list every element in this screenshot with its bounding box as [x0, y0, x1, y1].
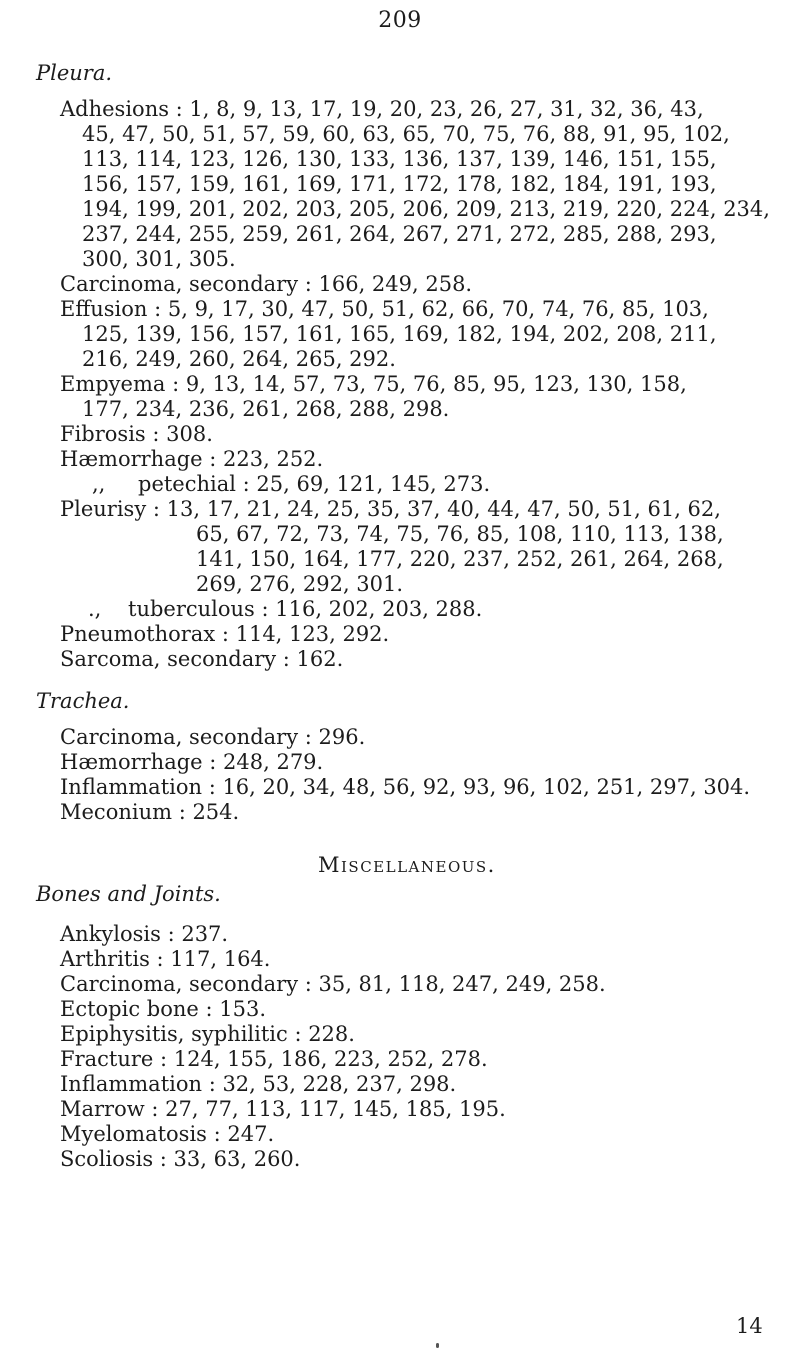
entry-adhesions-line-2: 45, 47, 50, 51, 57, 59, 60, 63, 65, 70, 75, 76, 88, 91, 95, 102,	[82, 122, 730, 146]
entry-pleurisy-line-3: 141, 150, 164, 177, 220, 237, 252, 261, 264, 268,	[196, 547, 724, 571]
entry-adhesions-line-1: Adhesions : 1, 8, 9, 13, 17, 19, 20, 23, 26, 27, 31, 32, 36, 43,	[60, 97, 704, 121]
entry-bones-carcinoma: Carcinoma, secondary : 35, 81, 118, 247, 249, 258.	[60, 972, 606, 996]
entry-petechial: petechial : 25, 69, 121, 145, 273.	[138, 472, 491, 496]
entry-fibrosis: Fibrosis : 308.	[60, 422, 213, 446]
entry-sarcoma-secondary: Sarcoma, secondary : 162.	[60, 647, 344, 671]
entry-arthritis: Arthritis : 117, 164.	[60, 947, 271, 971]
entry-effusion-line-3: 216, 249, 260, 264, 265, 292.	[82, 347, 396, 371]
section-title-pleura: Pleura.	[36, 61, 113, 85]
entry-pleurisy-line-2: 65, 67, 72, 73, 74, 75, 76, 85, 108, 110, 113, 138,	[196, 522, 724, 546]
entry-haemorrhage: Hæmorrhage : 223, 252.	[60, 447, 324, 471]
section-title-trachea: Trachea.	[36, 689, 130, 713]
entry-carcinoma-secondary: Carcinoma, secondary : 166, 249, 258.	[60, 272, 473, 296]
entry-trachea-inflammation: Inflammation : 16, 20, 34, 48, 56, 92, 93, 96, 102, 251, 297, 304.	[60, 775, 751, 799]
section-title-bones-and-joints: Bones and Joints.	[36, 882, 221, 906]
print-speck	[436, 1343, 439, 1348]
entry-marrow: Marrow : 27, 77, 113, 117, 145, 185, 195.	[60, 1097, 506, 1121]
entry-scoliosis: Scoliosis : 33, 63, 260.	[60, 1147, 301, 1171]
entry-tuberculous: tuberculous : 116, 202, 203, 288.	[128, 597, 483, 621]
entry-trachea-meconium: Meconium : 254.	[60, 800, 240, 824]
heading-miscellaneous: Miscellaneous.	[318, 853, 496, 877]
page-number: 209	[378, 8, 422, 33]
entry-fracture: Fracture : 124, 155, 186, 223, 252, 278.	[60, 1047, 488, 1071]
ditto-mark-tuberculous: .,	[88, 597, 102, 621]
entry-ankylosis: Ankylosis : 237.	[60, 922, 229, 946]
entry-bones-inflammation: Inflammation : 32, 53, 228, 237, 298.	[60, 1072, 457, 1096]
entry-ectopic-bone: Ectopic bone : 153.	[60, 997, 266, 1021]
entry-pleurisy-line-1: Pleurisy : 13, 17, 21, 24, 25, 35, 37, 40, 44, 47, 50, 51, 61, 62,	[60, 497, 721, 521]
entry-trachea-haemorrhage: Hæmorrhage : 248, 279.	[60, 750, 324, 774]
entry-epiphysitis: Epiphysitis, syphilitic : 228.	[60, 1022, 355, 1046]
entry-empyema-line-1: Empyema : 9, 13, 14, 57, 73, 75, 76, 85, 95, 123, 130, 158,	[60, 372, 687, 396]
entry-trachea-carcinoma: Carcinoma, secondary : 296.	[60, 725, 366, 749]
entry-pleurisy-line-4: 269, 276, 292, 301.	[196, 572, 404, 596]
entry-pneumothorax: Pneumothorax : 114, 123, 292.	[60, 622, 390, 646]
entry-adhesions-line-6: 237, 244, 255, 259, 261, 264, 267, 271, 272, 285, 288, 293,	[82, 222, 717, 246]
entry-empyema-line-2: 177, 234, 236, 261, 268, 288, 298.	[82, 397, 450, 421]
footer-signature-number: 14	[736, 1314, 763, 1338]
entry-adhesions-line-5: 194, 199, 201, 202, 203, 205, 206, 209, 213, 219, 220, 224, 234,	[82, 197, 770, 221]
entry-myelomatosis: Myelomatosis : 247.	[60, 1122, 275, 1146]
entry-adhesions-line-3: 113, 114, 123, 126, 130, 133, 136, 137, 139, 146, 151, 155,	[82, 147, 717, 171]
entry-effusion-line-1: Effusion : 5, 9, 17, 30, 47, 50, 51, 62, 66, 70, 74, 76, 85, 103,	[60, 297, 709, 321]
ditto-mark-petechial: ,,	[92, 472, 106, 496]
entry-adhesions-line-7: 300, 301, 305.	[82, 247, 236, 271]
entry-effusion-line-2: 125, 139, 156, 157, 161, 165, 169, 182, 194, 202, 208, 211,	[82, 322, 717, 346]
entry-adhesions-line-4: 156, 157, 159, 161, 169, 171, 172, 178, 182, 184, 191, 193,	[82, 172, 717, 196]
